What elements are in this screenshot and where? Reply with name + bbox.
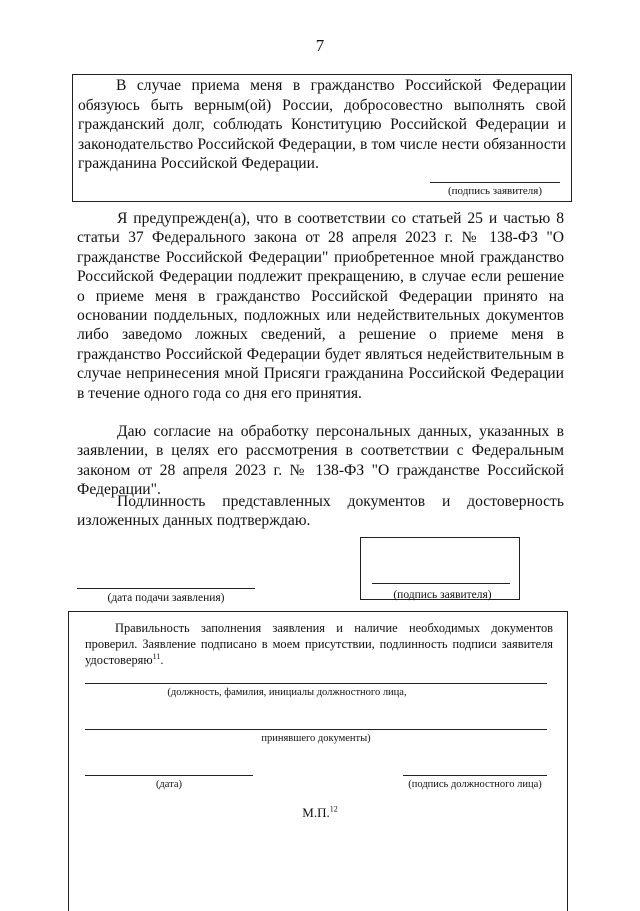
position-caption: (должность, фамилия, инициалы должностного лица, [167, 687, 407, 698]
oath-signature-caption: (подпись заявителя) [447, 185, 543, 197]
page-number: 7 [315, 36, 325, 55]
applicant-signature-caption: (подпись заявителя) [393, 589, 492, 601]
oath-signature-line [430, 182, 560, 183]
footnote-ref-11: 11 [152, 651, 161, 661]
footnote-ref-12: 12 [329, 804, 338, 814]
position-line [85, 683, 547, 684]
stamp-text: М.П. [302, 805, 330, 820]
date-caption: (дата подачи заявления) [107, 592, 225, 604]
official-signature-line [403, 775, 547, 776]
oath-text: В случае приема меня в гражданство Российской Федерации обязуюсь быть верным(ой) России, добросовестно выполнять свой гражданский долг, соблюдать Конституцию Российской Федерации и законодательство Российской Федерации, в том числе нести обязанности гражданина Российской Федерации. [78, 77, 566, 173]
warning-paragraph: Я предупрежден(а), что в соответствии со статьей 25 и частью 8 статьи 37 Федерального закона от 28 апреля 2023 г. № 138-ФЗ "О гражданстве Российской Федерации" приобретенное мной гражданство Российской Федерации подлежит прекращению, в случае если решение о приеме меня в гражданство Российской Федерации принято на основании поддельных, подложных или недействительных документов либо заведомо ложных сведений, а решение о приеме меня в гражданство Российской Федерации будет являться недействительным в случае непринесения мной Присяги гражданина Российской Федерации в течение одного года со дня его принятия. [77, 210, 564, 402]
applicant-signature-line [372, 583, 510, 584]
official-text: Правильность заполнения заявления и наличие необходимых документов проверил. Заявление подписано в моем присутствии, подлинность подписи заявителя удостоверяю$^{11}$. [85, 621, 553, 667]
official-text-body: Правильность заполнения заявления и наличие необходимых документов проверил. Заявление подписано в моем присутствии, подлинность подписи заявителя удостоверяю [85, 621, 553, 667]
position-caption-cont: принявшего документы) [261, 733, 371, 744]
official-signature-caption: (подпись должностного лица) [408, 779, 542, 790]
official-date-line [85, 775, 253, 776]
official-date-caption: (дата) [155, 779, 183, 790]
authenticity-paragraph: Подлинность представленных документов и достоверность изложенных данных подтверждаю. [77, 493, 564, 530]
consent-paragraph: Даю согласие на обработку персональных данных, указанных в заявлении, в целях его рассмотрения в соответствии с Федеральным законом от 28 апреля 2023 г. № 138-ФЗ "О гражданстве Российской Федерации". [77, 423, 564, 499]
stamp-label [0, 805, 640, 821]
position-line-2 [85, 729, 547, 730]
date-line [77, 588, 255, 589]
